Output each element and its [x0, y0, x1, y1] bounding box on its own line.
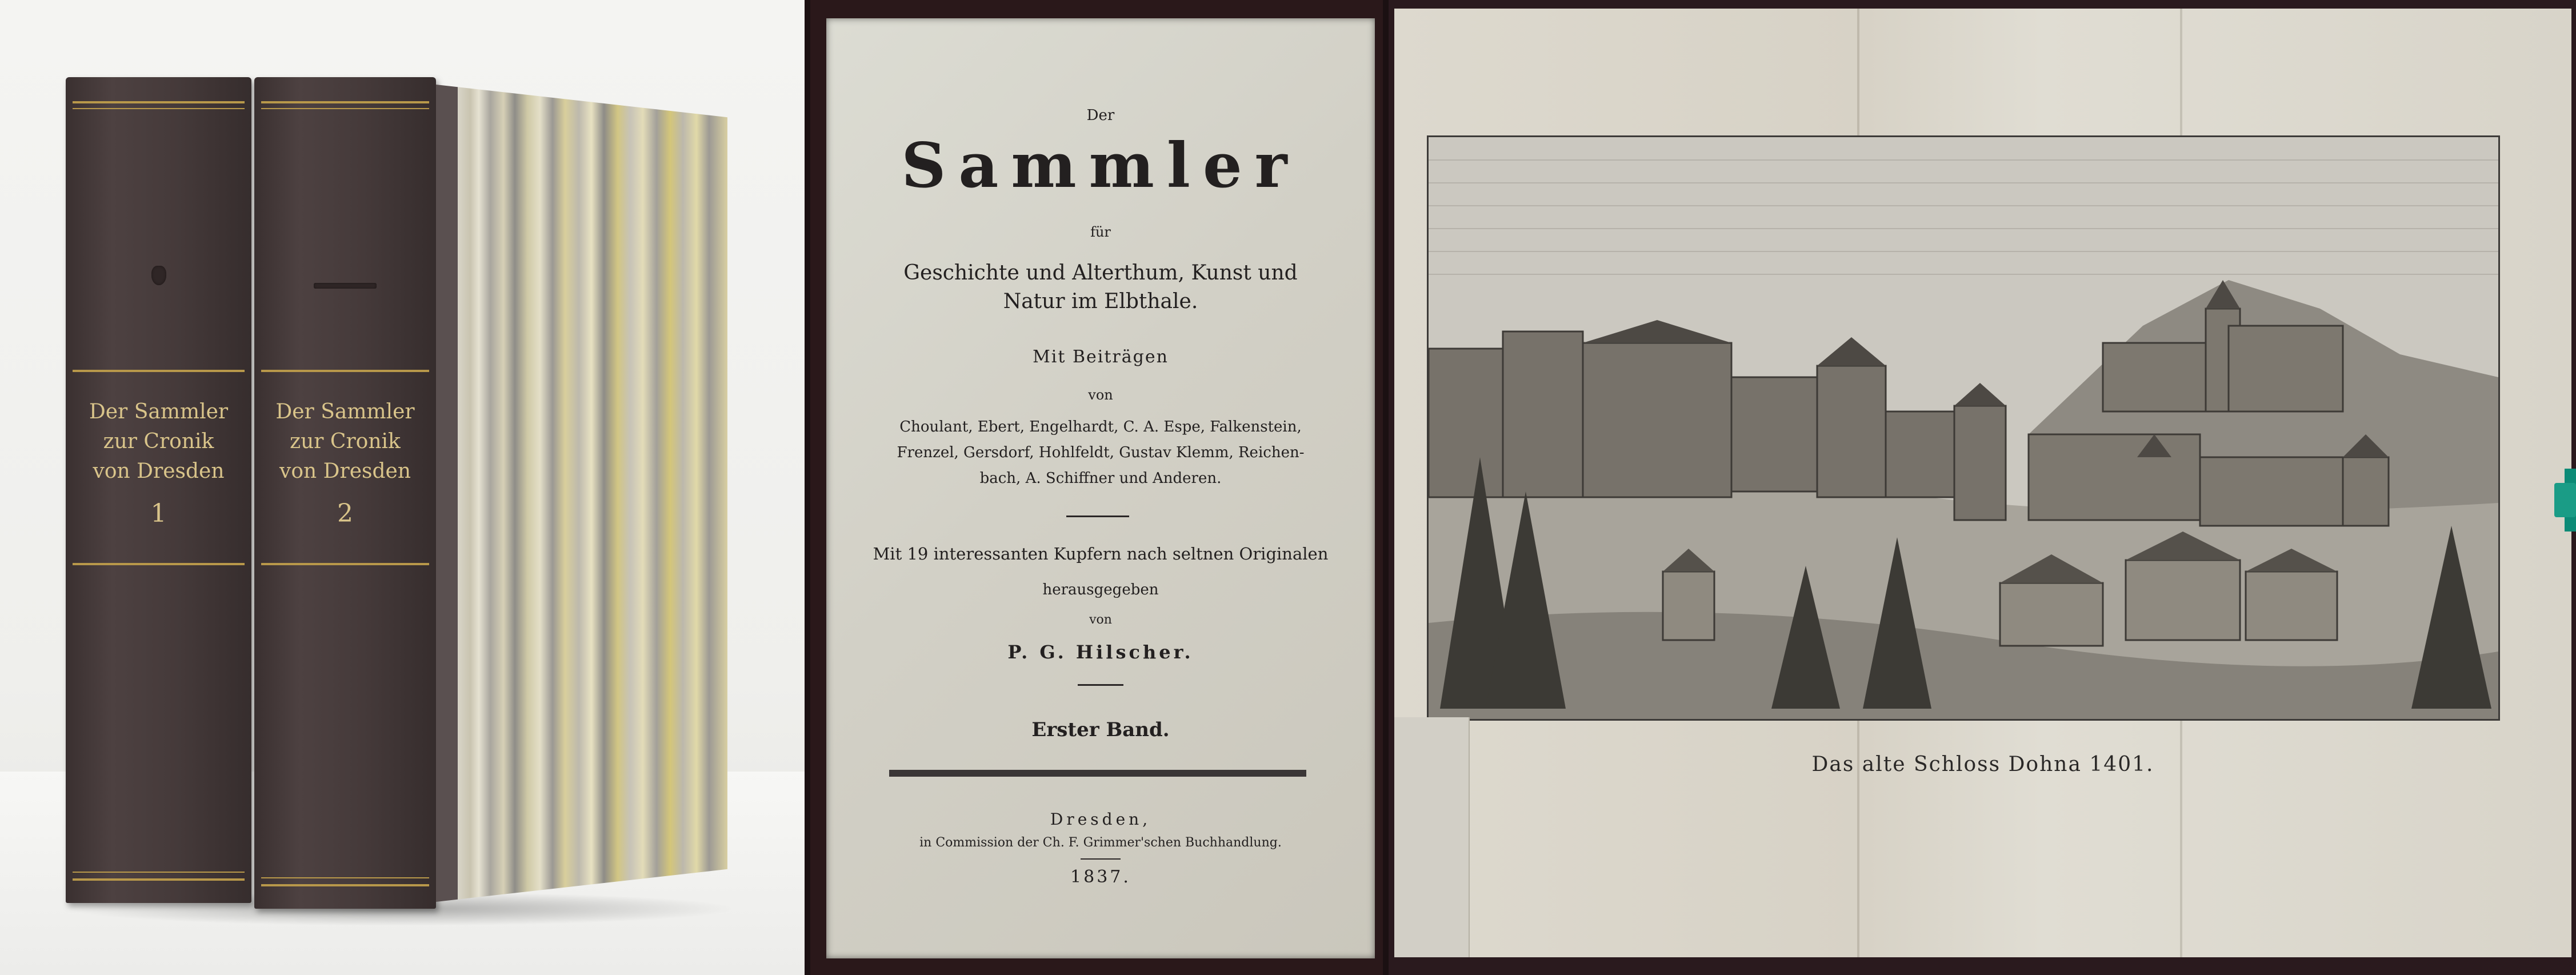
kupfer-line: Mit 19 interessanten Kupfern nach seltnen Originalen — [873, 544, 1329, 564]
spine-volume-number: 2 — [337, 499, 353, 528]
gilt-rule — [261, 877, 429, 878]
gilt-rule — [261, 370, 429, 372]
gilt-rule — [261, 101, 429, 103]
title-page — [826, 18, 1375, 958]
von-line-2: von — [1089, 613, 1112, 627]
plate-panel — [1389, 0, 2576, 975]
title-page-panel — [810, 0, 1383, 975]
mit-beitraegen: Mit Beiträgen — [1033, 347, 1169, 367]
gilt-rule — [73, 563, 245, 565]
divider-rule — [1081, 858, 1121, 860]
gilt-rule — [73, 101, 245, 103]
spine-emblem — [151, 266, 166, 285]
gilt-rule — [73, 108, 245, 109]
spine-emblem — [314, 283, 377, 289]
city: Dresden, — [1050, 810, 1151, 829]
contributors-line-3: bach, A. Schiffner und Anderen. — [979, 470, 1222, 487]
plate-paper — [1394, 9, 2571, 957]
subtitle-line-1: Geschichte und Alterthum, Kunst und — [903, 261, 1298, 285]
gilt-rule — [73, 878, 245, 881]
von-line: von — [1088, 387, 1113, 403]
title-main: Sammler — [901, 130, 1300, 202]
gilt-rule — [261, 884, 429, 886]
contributors-line-2: Frenzel, Gersdorf, Hohlfeldt, Gustav Klemm, Reichen- — [897, 444, 1305, 461]
herausgegeben: herausgegeben — [1042, 581, 1159, 598]
title-der: Der — [1086, 107, 1115, 124]
gilt-rule — [73, 872, 245, 873]
divider-rule — [1066, 516, 1129, 517]
spine-title-line-3: von Dresden — [279, 459, 411, 483]
book-fore-edge — [436, 85, 727, 902]
engraving-castle-dohna — [1427, 135, 2500, 721]
editor-name: P. G. Hilscher. — [1007, 641, 1194, 663]
title-fuer: für — [1090, 224, 1111, 240]
spine-title-line-3: von Dresden — [93, 459, 225, 483]
subtitle-line-2: Natur im Elbthale. — [1003, 290, 1198, 313]
gilt-rule — [261, 108, 429, 109]
spine-volume-number: 1 — [150, 499, 167, 528]
book-volume-1 — [66, 77, 251, 903]
spine-title-line-1: Der Sammler — [275, 400, 415, 423]
publisher: in Commission der Ch. F. Grimmer'schen Buchhandlung. — [919, 836, 1282, 850]
book-volume-2 — [254, 77, 436, 909]
gilt-rule — [261, 563, 429, 565]
divider-rule — [1078, 684, 1123, 686]
spine-title-line-2: zur Cronik — [290, 430, 401, 453]
spine-title-line-1: Der Sammler — [89, 400, 229, 423]
plate-caption: Das alte Schloss Dohna 1401. — [1811, 753, 2154, 776]
volume-label: Erster Band. — [1031, 718, 1170, 741]
contributors-line-1: Choulant, Ebert, Engelhardt, C. A. Espe, Falkenstein, — [899, 418, 1302, 435]
year: 1837. — [1070, 867, 1131, 887]
thick-rule — [889, 770, 1306, 777]
engraving-image — [1429, 137, 2498, 719]
spine-title-line-2: zur Cronik — [103, 430, 214, 453]
bookmark-clip — [2554, 483, 2576, 517]
books-photo-panel — [0, 0, 805, 975]
gilt-rule — [73, 370, 245, 372]
